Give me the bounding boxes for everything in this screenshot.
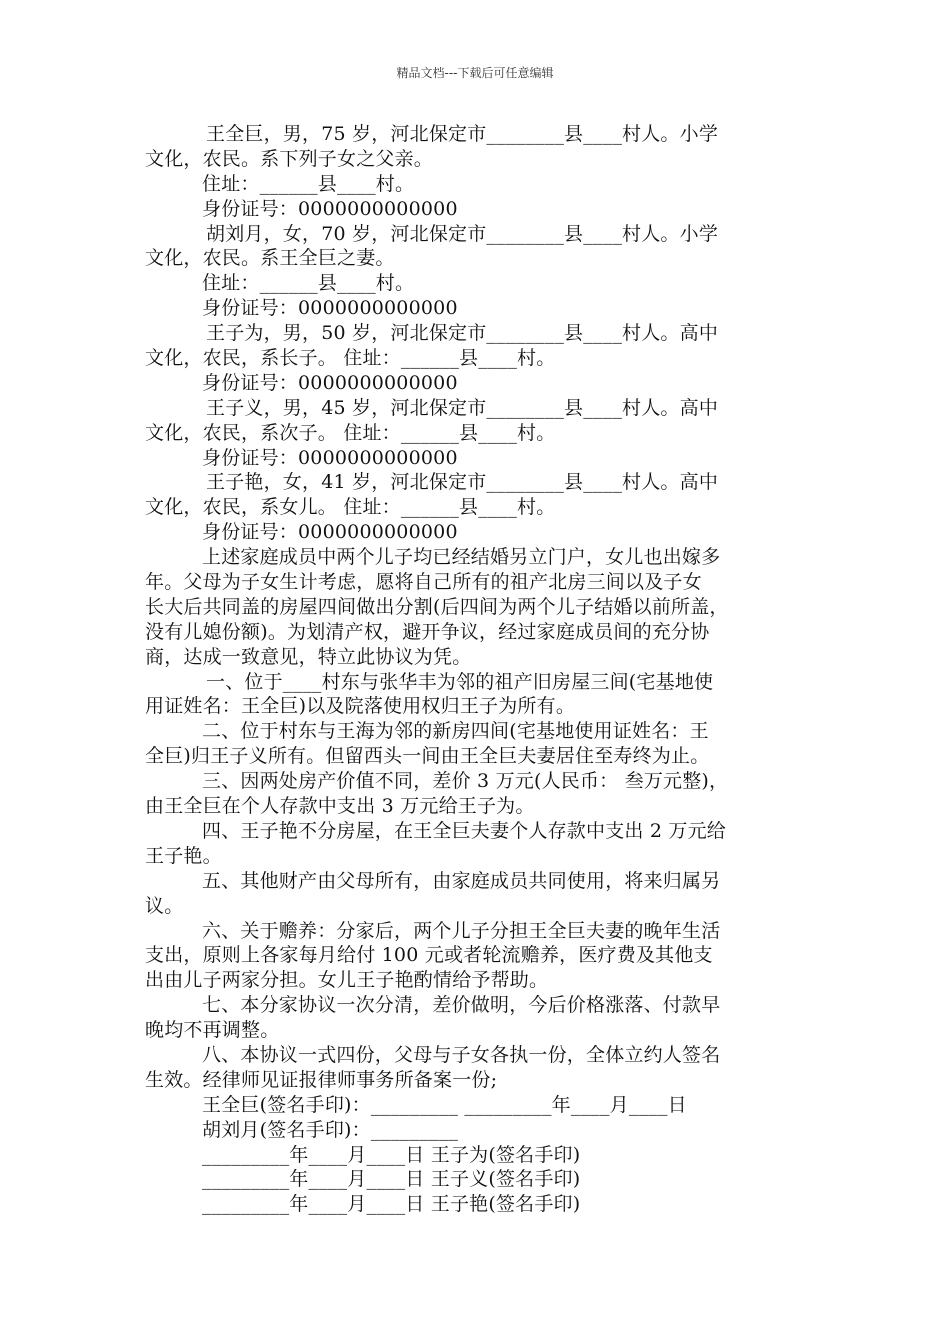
text-line: 文化，农民，系女儿。 住址：______县____村。 xyxy=(145,496,556,519)
text-line: _________年____月____日 王子艳(签名手印) xyxy=(202,1193,581,1216)
text-line: 八、本协议一式四份，父母与子女各执一份，全体立约人签名 xyxy=(202,1043,721,1066)
text-line: 身份证号：0000000000000 xyxy=(202,521,458,544)
text-line: 住址：______县____村。 xyxy=(202,272,415,295)
text-line: 长大后共同盖的房屋四间做出分割(后四间为两个儿子结婚以前所盖， xyxy=(145,595,729,618)
text-line: 三、因两处房产价值不同，差价 3 万元(人民币： 叁万元整)， xyxy=(202,770,729,793)
text-line: 六、关于赡养：分家后，两个儿子分担王全巨夫妻的晚年生活 xyxy=(202,919,721,942)
text-line: 王子为，男，50 岁，河北保定市________县____村人。高中 xyxy=(206,322,719,345)
text-line: 王子艳，女，41 岁，河北保定市________县____村人。高中 xyxy=(206,471,719,494)
text-line: 王子艳。 xyxy=(145,844,222,867)
text-line: 王全巨，男，75 岁，河北保定市________县____村人。小学 xyxy=(206,123,719,145)
text-line: 胡刘月，女，70 岁，河北保定市________县____村人。小学 xyxy=(206,222,719,245)
text-line: 文化，农民。系王全巨之妻。 xyxy=(145,247,395,270)
text-line: 出由儿子两家分担。女儿王子艳酌情给予帮助。 xyxy=(145,969,549,992)
text-line: 晚均不再调整。 xyxy=(145,1019,280,1042)
text-line: 二、位于村东与王海为邻的新房四间(宅基地使用证姓名：王 xyxy=(202,720,709,743)
text-line: _________年____月____日 王子义(签名手印) xyxy=(202,1168,581,1191)
text-line: 王全巨(签名手印)：_________ _________年____月____日 xyxy=(202,1093,687,1116)
text-line: 王子义，男，45 岁，河北保定市________县____村人。高中 xyxy=(206,396,719,419)
text-line: _________年____月____日 王子为(签名手印) xyxy=(202,1143,581,1166)
text-line: 上述家庭成员中两个儿子均已经结婚另立门户，女儿也出嫁多 xyxy=(202,546,721,569)
document-body xyxy=(145,122,825,1217)
text-line: 支出，原则上各家每月给付 100 元或者轮流赡养，医疗费及其他支 xyxy=(145,944,713,967)
text-line: 四、王子艳不分房屋，在王全巨夫妻个人存款中支出 2 万元给 xyxy=(202,819,726,842)
text-line: 文化，农民，系长子。 住址：______县____村。 xyxy=(145,347,556,370)
text-line: 生效。经律师见证报律师事务所备案一份; xyxy=(145,1068,498,1091)
text-line: 身份证号：0000000000000 xyxy=(202,371,458,394)
text-line: 七、本分家协议一次分清，差价做明，今后价格涨落、付款早 xyxy=(202,994,721,1017)
text-line: 由王全巨在个人存款中支出 3 万元给王子为。 xyxy=(145,795,535,818)
text-line: 议。 xyxy=(145,894,184,917)
text-line: 没有儿媳份额)。为划清产权，避开争议，经过家庭成员间的充分协 xyxy=(145,620,710,643)
text-line: 文化，农民，系次子。 住址：______县____村。 xyxy=(145,421,556,444)
text-line: 身份证号：0000000000000 xyxy=(202,446,458,469)
text-line: 全巨)归王子义所有。但留西头一间由王全巨夫妻居住至寿终为止。 xyxy=(145,745,710,768)
page-header: 精品文档---下载后可任意编辑 xyxy=(396,66,554,80)
text-line: 商，达成一致意见，特立此协议为凭。 xyxy=(145,645,472,668)
text-line: 身份证号：0000000000000 xyxy=(202,197,458,220)
text-line: 一、位于____村东与张华丰为邻的祖产旧房屋三间(宅基地使 xyxy=(206,670,714,693)
text-line: 年。父母为子女生计考虑，愿将自己所有的祖产北房三间以及子女 xyxy=(145,571,702,594)
text-line: 用证姓名：王全巨)以及院落使用权归王子为所有。 xyxy=(145,695,576,718)
text-line: 五、其他财产由父母所有，由家庭成员共同使用，将来归属另 xyxy=(202,869,721,892)
text-line: 身份证号：0000000000000 xyxy=(202,297,458,320)
text-line: 文化，农民。系下列子女之父亲。 xyxy=(145,147,434,170)
text-line: 住址：______县____村。 xyxy=(202,172,415,195)
text-line: 胡刘月(签名手印)：_________ xyxy=(202,1118,459,1141)
